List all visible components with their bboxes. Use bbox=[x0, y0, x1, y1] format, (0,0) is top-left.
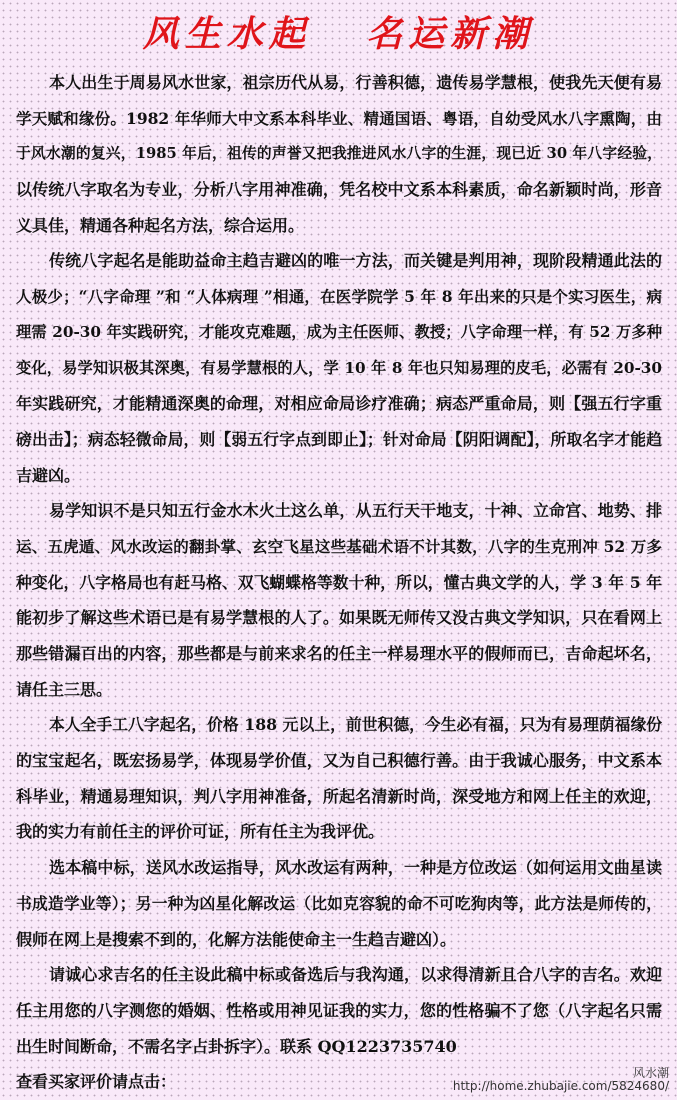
text-line: 运、五虎遁、风水改运的翻卦掌、玄空飞星这些基础术语不计其数，八字的生克刑冲 52 万多 bbox=[16, 536, 662, 556]
text-line: 种变化，八字格局也有赶马格、双飞蝴蝶格等数十种，所以，懂古典文学的人，学 3 年 5 年 bbox=[16, 572, 662, 592]
text-line: 出生时间断命，不需名字占卦拆字）。联系 QQ1223735740 bbox=[16, 1036, 457, 1056]
paragraph bbox=[16, 707, 662, 850]
text-line: 任主用您的八字测您的婚姻、性格或用神见证我的实力，您的性格骗不了您（八字起名只需 bbox=[16, 1000, 662, 1020]
watermark-name: 风水潮 bbox=[632, 1066, 669, 1080]
text-line: 科毕业，精通易理知识，判八字用神准备，所起名清新时尚，深受地方和网上任主的欢迎， bbox=[16, 786, 662, 806]
text-line: 人极少；“八字命理 ”和 “人体病理 ”相通，在医学院学 5 年 8 年出来的只是个实习医生，病 bbox=[16, 287, 662, 307]
text-line: 年实践研究，才能精通深奥的命理，对相应命局诊疗准确；病态严重命局，则【强五行字重 bbox=[16, 394, 662, 414]
text-line: 选本稿中标，送风水改运指导，风水改运有两种，一种是方位改运（如何运用文曲星读 bbox=[49, 858, 662, 878]
text-line: 易学知识不是只知五行金水木火土这么单，从五行天干地支，十神、立命宫、地势、排 bbox=[49, 501, 662, 521]
article-body bbox=[16, 65, 662, 1100]
text-line: 学天赋和缘份。1982 年华师大中文系本科毕业、精通国语、粤语，自幼受风水八字熏陶，由 bbox=[16, 108, 662, 128]
text-line: 的宝宝起名，既宏扬易学，体现易学价值，又为自己积德行善。由于我诚心服务，中文系本 bbox=[16, 751, 662, 771]
paragraph bbox=[16, 65, 662, 243]
text-line: 书成造学业等）；另一种为凶星化解改运（比如克容貌的命不可吃狗肉等，此方法是师传的， bbox=[16, 893, 662, 913]
text-line: 假师在网上是搜索不到的，化解方法能使命主一生趋吉避凶）。 bbox=[16, 929, 457, 949]
paragraph bbox=[16, 493, 662, 707]
text-line: 变化，易学知识极其深奥，有易学慧根的人，学 10 年 8 年也只知易理的皮毛，必需有 20-30 bbox=[16, 358, 662, 377]
watermark-url: http://home.zhubajie.com/5824680/ bbox=[452, 1079, 669, 1093]
paragraph bbox=[16, 243, 662, 493]
text-line: 传统八字起名是能助益命主趋吉避凶的唯一方法，而关键是判用神，现阶段精通此法的 bbox=[49, 251, 662, 271]
text-line: 以传统八字取名为专业，分析八字用神准确，凭名校中文系本科素质，命名新颖时尚，形音 bbox=[16, 180, 662, 200]
paragraph bbox=[16, 850, 662, 957]
text-line: 本人出生于周易风水世家，祖宗历代从易，行善积德，遗传易学慧根，使我先天便有易 bbox=[49, 73, 662, 92]
page-title: 风生水起 名运新潮 bbox=[142, 13, 535, 55]
text-line: 磅出击】；病态轻微命局，则【弱五行字点到即止】；针对命局【阴阳调配】，所取名字才能趋 bbox=[16, 429, 662, 449]
text-line: 本人全手工八字起名，价格 188 元以上，前世积德，今生必有福，只为有易理荫福缘份 bbox=[49, 715, 662, 735]
text-line: 吉避凶。 bbox=[16, 465, 81, 485]
text-line: 我的实力有前任主的评价可证，所有任主为我评优。 bbox=[16, 822, 385, 842]
text-line: 请诚心求吉名的任主设此稿中标或备选后与我沟通，以求得清新且合八字的吉名。欢迎 bbox=[49, 965, 662, 985]
paragraph bbox=[16, 957, 662, 1064]
text-line: 理需 20-30 年实践研究，才能攻克难题，成为主任医师、教授；八字命理一样，有 52 万多种 bbox=[16, 322, 662, 341]
text-line: 义具佳，精通各种起名方法，综合运用。 bbox=[16, 215, 305, 235]
text-line: 请任主三思。 bbox=[16, 679, 113, 699]
text-line: 能初步了解这些术语已是有易学慧根的人了。如果既无师传又没古典文学知识，只在看网上 bbox=[16, 608, 662, 628]
text-line: 于风水潮的复兴，1985 年后，祖传的声誉又把我推进风水八字的生涯，现已近 30 年八字经验， bbox=[16, 145, 662, 163]
text-line: 那些错漏百出的内容，那些都是与前来求名的任主一样易理水平的假师而已，吉命起坏名， bbox=[16, 644, 662, 663]
buyer-reviews-link[interactable]: 查看买家评价请点击： bbox=[16, 1072, 177, 1092]
